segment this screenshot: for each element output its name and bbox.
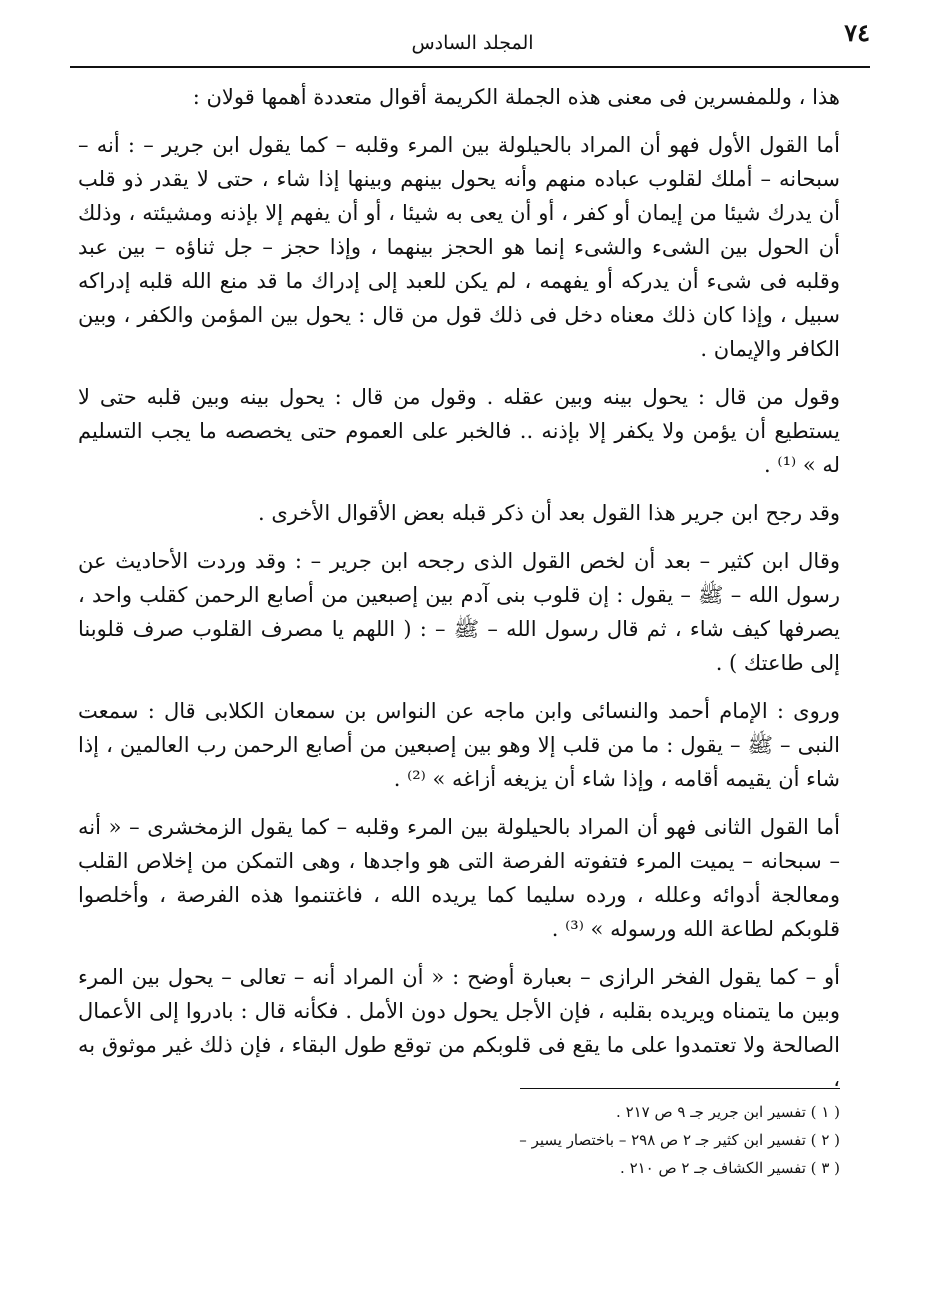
paragraph-gap <box>78 114 840 128</box>
footnote-item: ( ٢ ) تفسير ابن كثير جـ ٢ ص ٢٩٨ – باختصار يسير – <box>519 1131 840 1149</box>
paragraph-gap <box>78 530 840 544</box>
paragraph-gap <box>78 482 840 496</box>
paragraph-intro: هذا ، وللمفسرين فى معنى هذه الجملة الكريمة أقوال متعددة أهمها قولان : <box>192 85 840 109</box>
paragraph-gap <box>78 946 840 960</box>
footnote-item: ( ٣ ) تفسير الكشاف جـ ٢ ص ٢١٠ . <box>620 1159 840 1177</box>
main-text <box>78 80 840 1096</box>
paragraph-first-opinion: أما القول الأول فهو أن المراد بالحيلولة بين المرء وقلبه – كما يقول ابن جرير – : أنه – سبحانه – أملك لقلوب عباده منهم وأنه يحول بينهم وبينها إذا شاء ، حتى لا يقدر ذو قلب أن يدرك شيئا من إيمان أو كفر ، أو أن يعى به شيئا ، أو أن يفهم إلا بإذنه ومشيئته ، وذلك أن الحول بين الشىء والشىء إنما هو الحجز بينهما ، وإذا حجز – جل ثناؤه – بين عبد وقلبه فى شىء أن يدركه أو يفهمه ، لم يكن للعبد إلى إدراك ما قد منع الله قلبه إدراكه سبيل ، وإذا كان ذلك معناه دخل فى ذلك قول من قال : يحول بين المؤمن والكفر ، وبين الكافر والإيمان . <box>78 133 840 361</box>
paragraph-gap <box>78 366 840 380</box>
paragraph-ibn-kathir: وقال ابن كثير – بعد أن لخص القول الذى رجحه ابن جرير – : وقد وردت الأحاديث عن رسول الله – ﷺ – يقول : إن قلوب بنى آدم بين إصبعين من أصابع الرحمن كقلب واحد ، يصرفها كيف شاء ، ثم قال رسول الله – ﷺ – : ( اللهم يا مصرف القلوب صرف قلوبنا إلى طاعتك ) . <box>78 549 840 675</box>
paragraph-razi: أو – كما يقول الفخر الرازى – بعبارة أوضح : « أن المراد أنه – تعالى – يحول بين المرء وبين ما يتمناه ويريده بقلبه ، فإن الأجل يحول دون الأمل . فكأنه قال : بادروا إلى الأعمال الصالحة ولا تعتمدوا على ما يقع فى قلوبكم من توقع طول البقاء ، فإن ذلك غير موثوق به ، <box>78 965 840 1091</box>
page-number: ٧٤ <box>844 18 870 47</box>
footnotes <box>250 1098 840 1182</box>
paragraph-preference: وقد رجح ابن جرير هذا القول بعد أن ذكر قبله بعض الأقوال الأخرى . <box>258 501 840 525</box>
paragraph-second-opinion: أما القول الثانى فهو أن المراد بالحيلولة بين المرء وقلبه – كما يقول الزمخشرى – « أنه – سبحانه – يميت المرء فتفوته الفرصة التى هو واجدها ، وهى التمكن من إخلاص القلب ومعالجة أدوائه وعلله ، ورده سليما كما يريده الله ، فاغتنموا هذه الفرصة ، وأخلصوا قلوبكم لطاعة الله ورسوله » ⁽³⁾ . <box>78 815 840 941</box>
running-title: المجلد السادس <box>411 32 534 54</box>
paragraph-hadith: وروى : الإمام أحمد والنسائى وابن ماجه عن النواس بن سمعان الكلابى قال : سمعت النبى – ﷺ – يقول : ما من قلب إلا وهو بين إصبعين من أصابع الرحمن رب العالمين ، إذا شاء أن يقيمه أقامه ، وإذا شاء أن يزيغه أزاغه » ⁽²⁾ . <box>78 699 840 791</box>
paragraph-other-sayings: وقول من قال : يحول بينه وبين عقله . وقول من قال : يحول بينه وبين قلبه حتى لا يستطيع أن يؤمن ولا يكفر إلا بإذنه .. فالخبر على العموم حتى يخصصه ما يجب التسليم له » ⁽¹⁾ . <box>78 385 840 477</box>
page-header <box>75 14 870 64</box>
header-divider <box>70 66 870 68</box>
footnote-item: ( ١ ) تفسير ابن جرير جـ ٩ ص ٢١٧ . <box>616 1103 840 1121</box>
paragraph-gap <box>78 680 840 694</box>
footnote-divider <box>520 1088 840 1089</box>
paragraph-gap <box>78 796 840 810</box>
